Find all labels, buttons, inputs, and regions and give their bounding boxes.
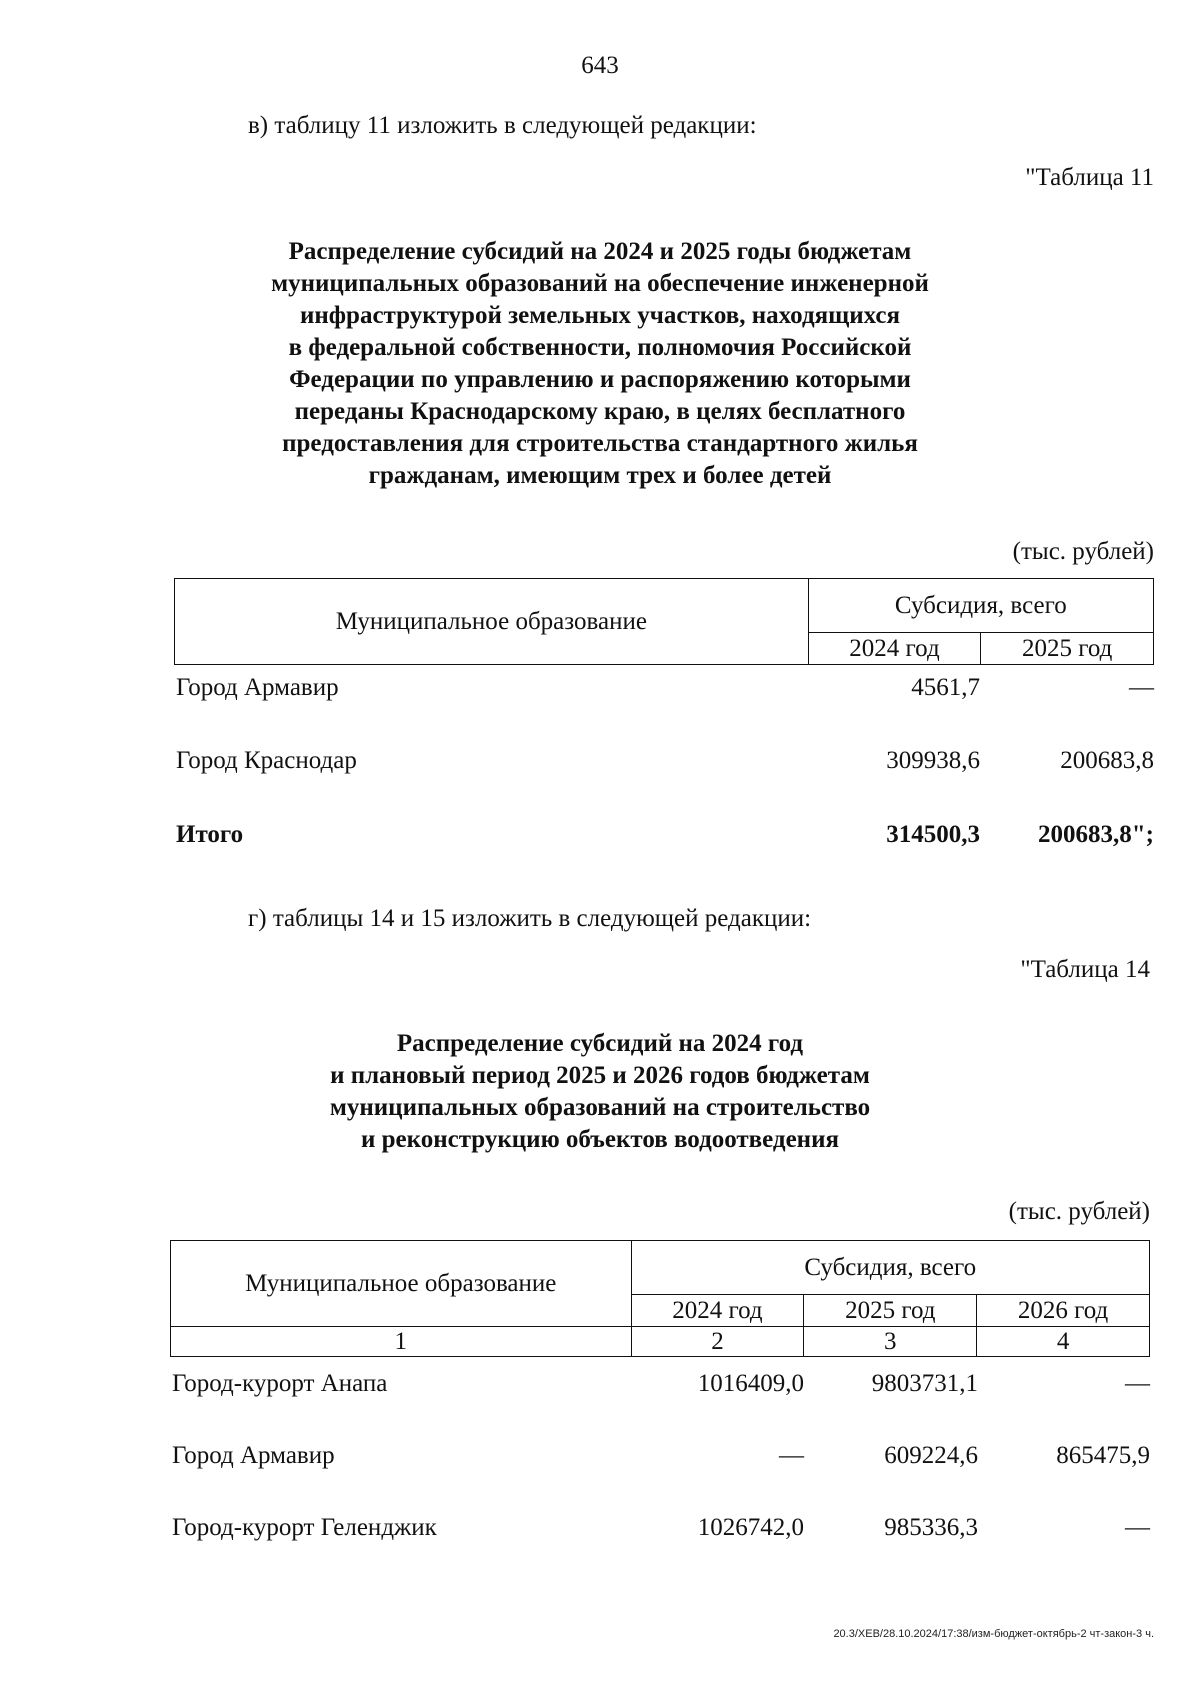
- table14-colnum-3: 3: [804, 1327, 977, 1357]
- value-2025: 985336,3: [884, 1514, 978, 1541]
- value-2025: —: [1129, 674, 1154, 701]
- table14-colnum-4: 4: [977, 1327, 1150, 1357]
- total-label: Итого: [176, 821, 244, 848]
- table11-title-line: в федеральной собственности, полномочия Российской: [288, 334, 912, 361]
- total-2024: 314500,3: [886, 821, 980, 848]
- table14-colnum-2: 2: [631, 1327, 804, 1357]
- municipality-name: Город-курорт Анапа: [172, 1370, 388, 1397]
- section-g-intro: г) таблицы 14 и 15 изложить в следующей редакции:: [248, 905, 812, 932]
- value-2024: 309938,6: [886, 747, 980, 774]
- value-2026: 865475,9: [1056, 1442, 1150, 1469]
- table14-title-line: и реконструкцию объектов водоотведения: [360, 1126, 840, 1153]
- value-2026: —: [1125, 1370, 1150, 1397]
- value-2024: 1026742,0: [697, 1514, 804, 1541]
- table14-label: "Таблица 14: [1020, 956, 1150, 983]
- page-number: 643: [581, 52, 619, 79]
- value-2024: 4561,7: [911, 674, 980, 701]
- table11-year-2024: 2024 год: [808, 633, 981, 665]
- value-2026: —: [1125, 1514, 1150, 1541]
- value-2025: 9803731,1: [871, 1370, 978, 1397]
- table11-title-line: гражданам, имеющим трех и более детей: [368, 462, 832, 489]
- table14-title-line: Распределение субсидий на 2024 год: [396, 1030, 804, 1057]
- table14-col-subsidy: Субсидия, всего: [631, 1241, 1149, 1295]
- table14-col-municipality: Муниципальное образование: [171, 1241, 632, 1327]
- table14-year-2025: 2025 год: [804, 1295, 977, 1327]
- municipality-name: Город Армавир: [176, 674, 339, 701]
- table14-title: [180, 1028, 1020, 1156]
- municipality-name: Город Армавир: [172, 1442, 335, 1469]
- municipality-name: Город Краснодар: [176, 747, 357, 774]
- total-2025: 200683,8";: [1038, 821, 1154, 848]
- footer-code: 20.3/ХЕВ/28.10.2024/17:38/изм-бюджет-октябрь-2 чт-закон-3 ч.: [833, 1628, 1154, 1640]
- table11-col-municipality: Муниципальное образование: [175, 579, 809, 665]
- table14-colnum-1: 1: [171, 1327, 632, 1357]
- section-b-intro: в) таблицу 11 изложить в следующей редакции:: [248, 112, 757, 139]
- table11-header: [174, 578, 1154, 665]
- table11-title-line: Распределение субсидий на 2024 и 2025 годы бюджетам: [288, 238, 912, 265]
- table11-title-line: инфраструктурой земельных участков, находящихся: [299, 302, 901, 329]
- table11-col-subsidy: Субсидия, всего: [808, 579, 1153, 633]
- table11-units: (тыс. рублей): [1012, 538, 1154, 565]
- municipality-name: Город-курорт Геленджик: [172, 1514, 437, 1541]
- value-2024: —: [779, 1442, 804, 1469]
- table14-title-line: и плановый период 2025 и 2026 годов бюджетам: [330, 1062, 870, 1089]
- table11-label: "Таблица 11: [1025, 164, 1154, 191]
- table11-title-line: муниципальных образований на обеспечение инженерной: [271, 270, 929, 297]
- table14-title-line: муниципальных образований на строительство: [329, 1094, 871, 1121]
- table11-title-line: предоставления для строительства стандартного жилья: [282, 430, 918, 457]
- table11-title: [180, 236, 1020, 492]
- value-2024: 1016409,0: [697, 1370, 804, 1397]
- table14-units: (тыс. рублей): [1008, 1198, 1150, 1225]
- value-2025: 609224,6: [884, 1442, 978, 1469]
- table14-year-2024: 2024 год: [631, 1295, 804, 1327]
- table14-year-2026: 2026 год: [977, 1295, 1150, 1327]
- table11-title-line: Федерации по управлению и распоряжению которыми: [289, 366, 911, 393]
- table11-title-line: переданы Краснодарскому краю, в целях бесплатного: [294, 398, 906, 425]
- table14-header: [170, 1240, 1150, 1357]
- table11-year-2025: 2025 год: [981, 633, 1154, 665]
- value-2025: 200683,8: [1060, 747, 1154, 774]
